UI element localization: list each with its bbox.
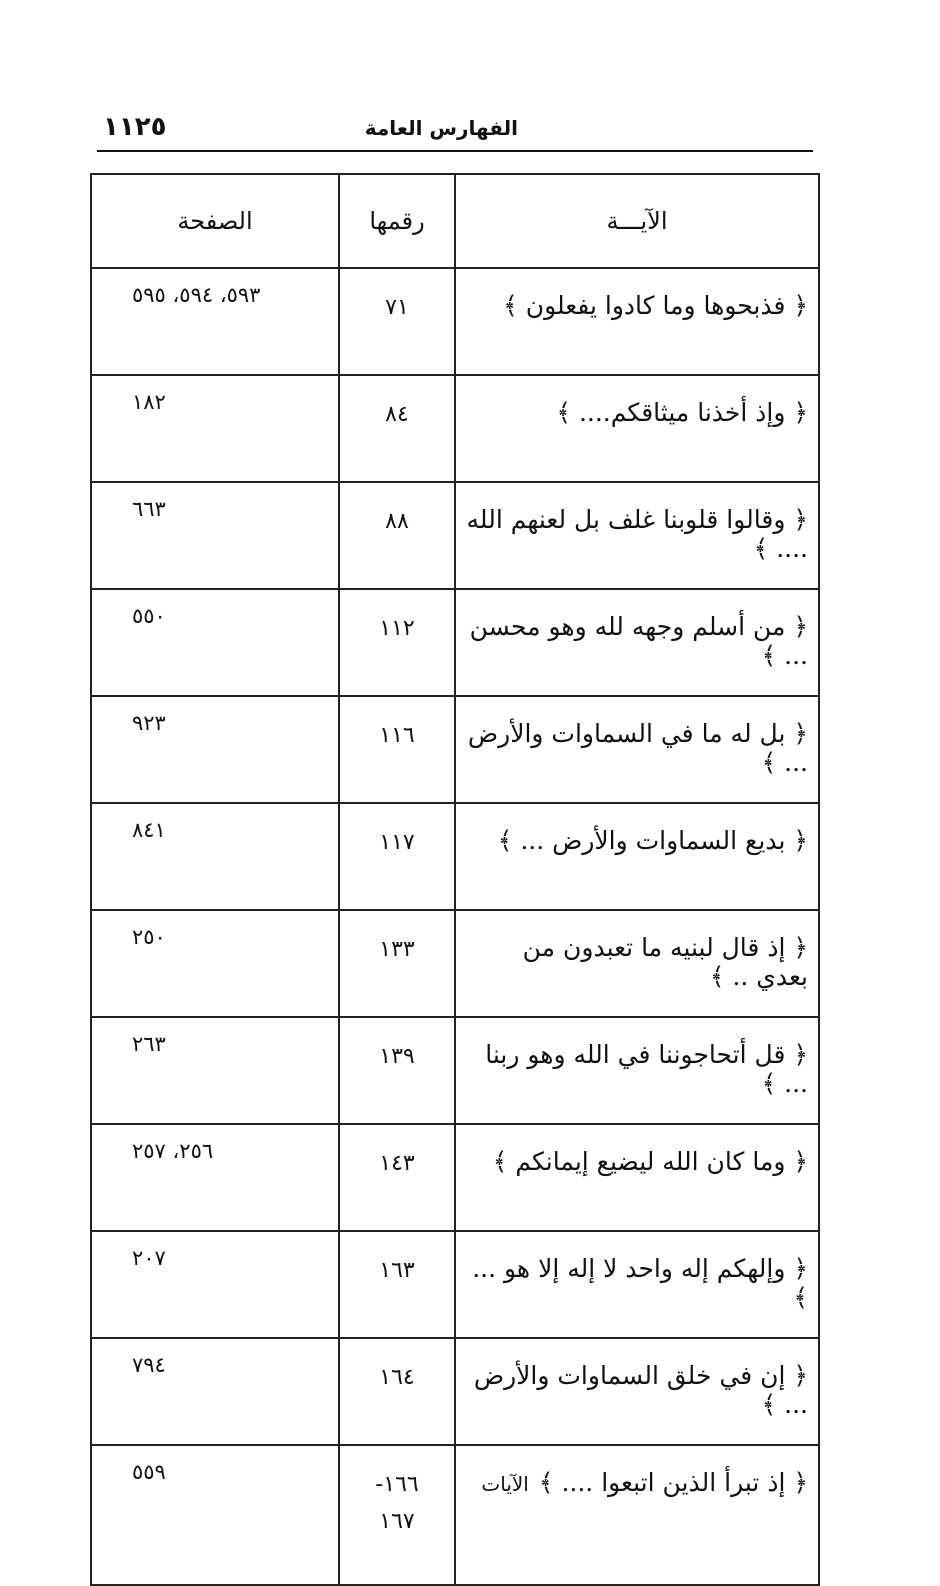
table-row (91, 696, 819, 803)
verse-index-table (90, 173, 820, 1586)
verse-number-cell: ٧١ (339, 268, 455, 375)
ayah-cell: ﴿ بديع السماوات والأرض ... ﴾ (455, 803, 819, 910)
verse-number-cell: ٨٨ (339, 482, 455, 589)
ayah-cell: ﴿ وإلهكم إله واحد لا إله إلا هو ... ﴾ (455, 1231, 819, 1338)
running-title: الفهارس العامة (364, 116, 518, 140)
page-cell: ٩٢٣ (91, 696, 339, 803)
table-row (91, 1231, 819, 1338)
verse-number-cell: ١١٧ (339, 803, 455, 910)
header-rule (97, 150, 813, 152)
ayah-cell (455, 1445, 819, 1585)
verse-number-cell: ١١٢ (339, 589, 455, 696)
table-row (91, 268, 819, 375)
ayah-note: الآيات (481, 1472, 529, 1496)
page-cell: ٦٦٣ (91, 482, 339, 589)
column-header-page: الصفحة (91, 174, 339, 268)
table-row (91, 910, 819, 1017)
page-cell: ٢٥٦، ٢٥٧ (91, 1124, 339, 1231)
verse-number-cell: ١٤٣ (339, 1124, 455, 1231)
table-row (91, 803, 819, 910)
column-header-number: رقمها (339, 174, 455, 268)
page-number: ١١٢٥ (103, 112, 167, 142)
verse-number-line1: ١٦٦- (375, 1472, 419, 1497)
page-cell: ٢٥٠ (91, 910, 339, 1017)
verse-number-cell: ١٣٣ (339, 910, 455, 1017)
table-row (91, 375, 819, 482)
table-row (91, 482, 819, 589)
ayah-cell: ﴿ إذ قال لبنيه ما تعبدون من بعدي .. ﴾ (455, 910, 819, 1017)
ayah-cell: ﴿ إن في خلق السماوات والأرض ... ﴾ (455, 1338, 819, 1445)
table-row (91, 1124, 819, 1231)
verse-number-cell: ١٦٤ (339, 1338, 455, 1445)
ayah-cell: ﴿ قل أتحاجوننا في الله وهو ربنا ... ﴾ (455, 1017, 819, 1124)
page-cell: ٨٤١ (91, 803, 339, 910)
table-row (91, 1017, 819, 1124)
ayah-cell: ﴿ وقالوا قلوبنا غلف بل لعنهم الله .... ﴾ (455, 482, 819, 589)
table-row (91, 589, 819, 696)
column-header-ayah: الآيـــة (455, 174, 819, 268)
page-cell: ٥٩٣، ٥٩٤، ٥٩٥ (91, 268, 339, 375)
ayah-cell: ﴿ وما كان الله ليضيع إيمانكم ﴾ (455, 1124, 819, 1231)
table-row (91, 1338, 819, 1445)
verse-number-line2: ١٦٧ (379, 1509, 415, 1534)
ayah-cell: ﴿ من أسلم وجهه لله وهو محسن ... ﴾ (455, 589, 819, 696)
table-header-row (91, 174, 819, 268)
ayah-cell: ﴿ وإذ أخذنا ميثاقكم.... ﴾ (455, 375, 819, 482)
ayah-cell: ﴿ بل له ما في السماوات والأرض ... ﴾ (455, 696, 819, 803)
verse-number-cell: ١٣٩ (339, 1017, 455, 1124)
page-cell: ٥٥٠ (91, 589, 339, 696)
page-cell: ٢٦٣ (91, 1017, 339, 1124)
verse-number-cell (339, 1445, 455, 1585)
verse-number-cell: ١١٦ (339, 696, 455, 803)
page-cell: ١٨٢ (91, 375, 339, 482)
page-header (97, 112, 813, 152)
verse-number-cell: ٨٤ (339, 375, 455, 482)
page-cell: ٧٩٤ (91, 1338, 339, 1445)
ayah-cell: ﴿ فذبحوها وما كادوا يفعلون ﴾ (455, 268, 819, 375)
verse-number-cell: ١٦٣ (339, 1231, 455, 1338)
page-cell: ٥٥٩ (91, 1445, 339, 1585)
table-row (91, 1445, 819, 1585)
page-cell: ٢٠٧ (91, 1231, 339, 1338)
ayah-text: ﴿ إذ تبرأ الذين اتبعوا .... ﴾ (538, 1468, 808, 1497)
